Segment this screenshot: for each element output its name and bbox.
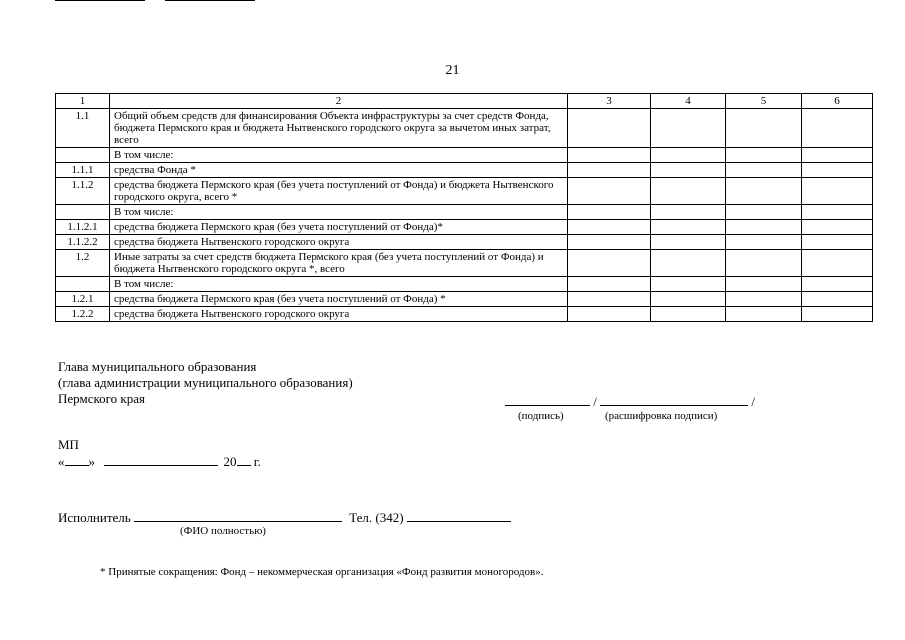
value-cell (726, 205, 802, 220)
row-description: В том числе: (110, 205, 568, 220)
value-cell (568, 220, 651, 235)
row-number (56, 205, 110, 220)
value-cell (726, 148, 802, 163)
row-description: В том числе: (110, 277, 568, 292)
value-cell (568, 163, 651, 178)
row-number: 1.1.2.2 (56, 235, 110, 250)
date-line[interactable]: « » 20 г. (58, 454, 261, 469)
page-number: 21 (445, 63, 460, 78)
row-number: 1.2 (56, 250, 110, 277)
official-title-line-1: Глава муниципального образования (58, 359, 257, 374)
value-cell (802, 235, 873, 250)
row-description: средства бюджета Нытвенского городского округа (110, 235, 568, 250)
column-header: 4 (651, 94, 726, 109)
value-cell (802, 277, 873, 292)
value-cell (651, 148, 726, 163)
table-row (56, 277, 873, 292)
value-cell (651, 220, 726, 235)
signature-label: (подпись) (518, 410, 564, 422)
signature-slash: / (751, 394, 755, 409)
value-cell (568, 109, 651, 148)
column-header: 5 (726, 94, 802, 109)
value-cell (568, 148, 651, 163)
row-description: Иные затраты за счет средств бюджета Пермского края (без учета поступлений от Фонда) и бюджета Нытвенского городского округа *, всего (110, 250, 568, 277)
table-row (56, 250, 873, 277)
value-cell (726, 220, 802, 235)
column-header: 1 (56, 94, 110, 109)
value-cell (651, 235, 726, 250)
value-cell (651, 205, 726, 220)
value-cell (726, 292, 802, 307)
table-row (56, 163, 873, 178)
signature-slash: / (593, 394, 597, 409)
fio-label: (ФИО полностью) (180, 525, 266, 537)
value-cell (726, 235, 802, 250)
value-cell (568, 205, 651, 220)
financing-table (55, 93, 873, 322)
row-description: средства бюджета Пермского края (без учета поступлений от Фонда)* (110, 220, 568, 235)
row-number (56, 277, 110, 292)
value-cell (568, 307, 651, 322)
value-cell (726, 277, 802, 292)
row-number: 1.1.2.1 (56, 220, 110, 235)
value-cell (726, 163, 802, 178)
value-cell (568, 250, 651, 277)
value-cell (726, 109, 802, 148)
value-cell (568, 178, 651, 205)
value-cell (651, 292, 726, 307)
row-description: средства бюджета Нытвенского городского округа (110, 307, 568, 322)
row-number: 1.1 (56, 109, 110, 148)
value-cell (726, 307, 802, 322)
table-row (56, 292, 873, 307)
official-title-line-2: (глава администрации муниципального образования) (58, 375, 353, 390)
row-description: средства бюджета Пермского края (без учета поступлений от Фонда) и бюджета Нытвенского городского округа, всего * (110, 178, 568, 205)
row-number: 1.2.2 (56, 307, 110, 322)
top-rule-left (55, 0, 145, 1)
signature-line-field[interactable] (505, 393, 755, 409)
top-rule-right (165, 0, 255, 1)
phone-label: Тел. (342) (349, 510, 404, 525)
value-cell (726, 250, 802, 277)
column-header: 6 (802, 94, 873, 109)
table-row (56, 205, 873, 220)
value-cell (802, 292, 873, 307)
row-description: Общий объем средств для финансирования Объекта инфраструктуры за счет средств Фонда, бюджета Пермского края и бюджета Нытвенского городского округа за вычетом иных затрат, всего (110, 109, 568, 148)
value-cell (651, 109, 726, 148)
value-cell (802, 148, 873, 163)
value-cell (651, 163, 726, 178)
column-header: 3 (568, 94, 651, 109)
row-description: В том числе: (110, 148, 568, 163)
value-cell (568, 235, 651, 250)
value-cell (651, 178, 726, 205)
signature-decoding-label: (расшифровка подписи) (605, 410, 718, 422)
row-number: 1.1.1 (56, 163, 110, 178)
table-row (56, 220, 873, 235)
value-cell (651, 307, 726, 322)
value-cell (651, 250, 726, 277)
value-cell (802, 163, 873, 178)
footnote: * Принятые сокращения: Фонд – некоммерческая организация «Фонд развития моногородов». (100, 566, 544, 578)
value-cell (802, 109, 873, 148)
value-cell (802, 307, 873, 322)
value-cell (802, 205, 873, 220)
table-row (56, 148, 873, 163)
table-row (56, 235, 873, 250)
official-title-line-3: Пермского края (58, 391, 145, 406)
row-number (56, 148, 110, 163)
value-cell (802, 178, 873, 205)
row-number: 1.1.2 (56, 178, 110, 205)
table-row (56, 178, 873, 205)
table-row (56, 307, 873, 322)
stamp-place-mark: МП (58, 437, 79, 452)
value-cell (568, 292, 651, 307)
column-header: 2 (110, 94, 568, 109)
value-cell (726, 178, 802, 205)
executor-label: Исполнитель (58, 510, 131, 525)
table-row (56, 109, 873, 148)
row-description: средства бюджета Пермского края (без учета поступлений от Фонда) * (110, 292, 568, 307)
row-description: средства Фонда * (110, 163, 568, 178)
value-cell (568, 277, 651, 292)
value-cell (802, 220, 873, 235)
value-cell (651, 277, 726, 292)
value-cell (802, 250, 873, 277)
table-header-row (56, 94, 873, 109)
executor-line[interactable] (58, 509, 511, 525)
row-number: 1.2.1 (56, 292, 110, 307)
